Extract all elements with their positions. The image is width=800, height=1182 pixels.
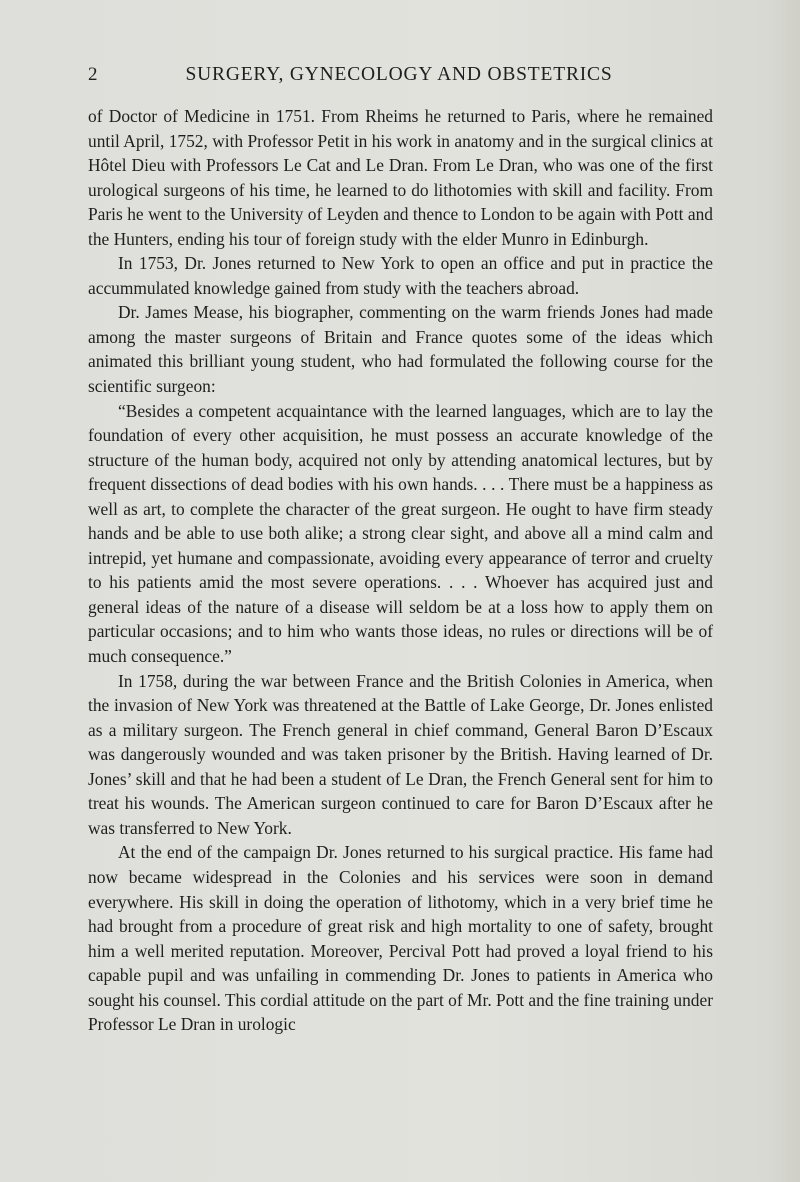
paragraph: At the end of the campaign Dr. Jones returned to his surgical practice. His fame had now became widespread in the Colonies and his services were soon in demand everywhere. His skill in doing the operation of lithotomy, which in a very brief time he had brought from a procedure of great risk and high mortality to one of safety, brought him a well merited reputation. Moreover, Percival Pott had proved a loyal friend to his capable pupil and was unfailing in commending Dr. Jones to patients in America who sought his counsel. This cordial attitude on the part of Mr. Pott and the fine training under Professor Le Dran in urologic	[88, 842, 713, 1035]
page-header	[88, 64, 710, 90]
paragraph: In 1758, during the war between France and the British Colonies in America, when the invasion of New York was threatened at the Battle of Lake George, Dr. Jones enlisted as a military surgeon. The French general in chief command, General Baron D’Escaux was dangerously wounded and was taken prisoner by the British. Having learned of Dr. Jones’ skill and that he had been a student of Le Dran, the French General sent for him to treat his wounds. The American surgeon continued to care for Baron D’Escaux after he was transferred to New York.	[88, 670, 713, 838]
body-text	[88, 104, 713, 1037]
paragraph: of Doctor of Medicine in 1751. From Rheims he returned to Paris, where he remained until April, 1752, with Professor Petit in his work in anatomy and in the surgical clinics at Hôtel Dieu with Professors Le Cat and Le Dran. From Le Dran, who was one of the first urological surgeons of his time, he learned to do lithotomies with skill and facility. From Paris he went to the University of Leyden and thence to London to be again with Pott and the Hunters, ending his tour of foreign study with the elder Munro in Edinburgh.	[88, 106, 713, 249]
running-head: SURGERY, GYNECOLOGY AND OBSTETRICS	[185, 64, 613, 85]
page-number: 2	[88, 64, 98, 85]
quoted-paragraph: “Besides a competent acquaintance with the learned languages, which are to lay the foundation of every other acquisition, he must possess an accurate knowledge of the structure of the human body, acquired not only by attending anatomical lectures, but by frequent dissections of dead bodies with his own hands. . . . There must be a happiness as well as art, to complete the character of the great surgeon. He ought to have firm steady hands and be able to use both alike; a strong clear sight, and above all a mind calm and intrepid, yet humane and compassionate, avoiding every appearance of terror and cruelty to his patients amid the most severe operations. . . . Whoever has acquired just and general ideas of the nature of a disease will seldom be at a loss how to apply them on particular occasions; and to him who wants those ideas, no rules or directions will be of much consequence.”	[88, 400, 713, 667]
paragraph: Dr. James Mease, his biographer, commenting on the warm friends Jones had made among the master surgeons of Britain and France quotes some of the ideas which animated this brilliant young student, who had formulated the following course for the scientific surgeon:	[88, 302, 713, 397]
paragraph: In 1753, Dr. Jones returned to New York to open an office and put in practice the accummulated knowledge gained from study with the teachers abroad.	[88, 253, 713, 298]
